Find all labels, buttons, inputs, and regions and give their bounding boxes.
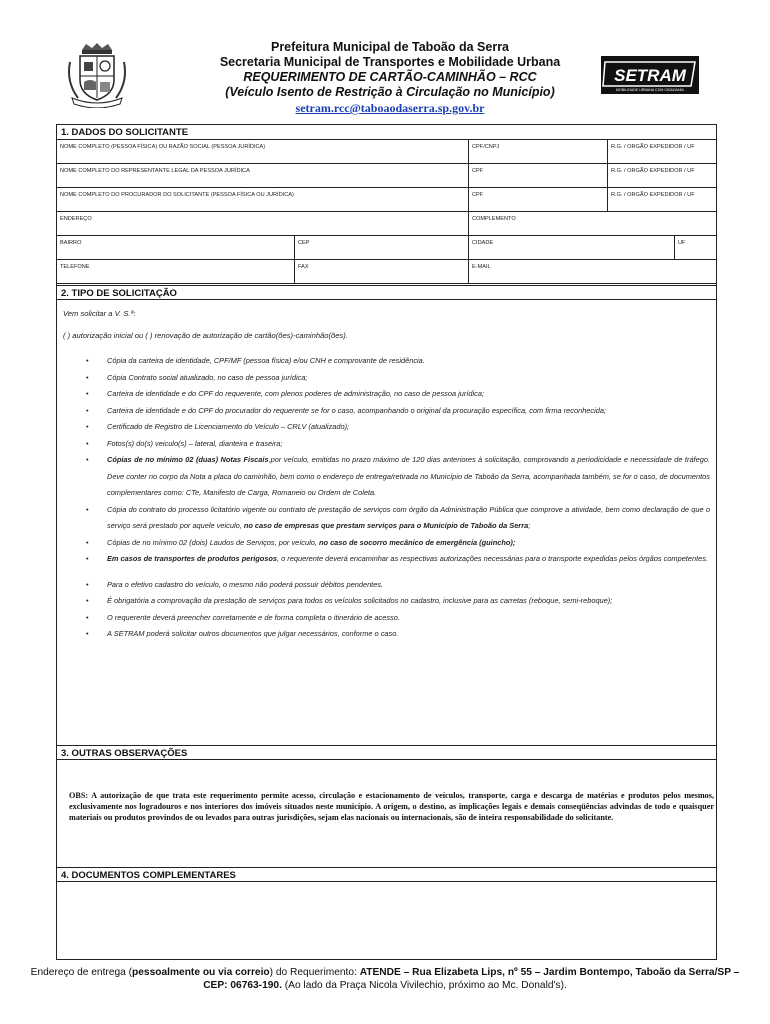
section-4-title: 4. DOCUMENTOS COMPLEMENTARES [57,867,716,882]
section-1-title: 1. DADOS DO SOLICITANTE [57,125,716,140]
address-row [57,212,716,236]
list-item: • Em casos de transportes de produtos perigosos, o requerente deverá encaminhar as respectivas autorizações necessárias para o transporte expedidas pelos órgãos competentes. [86,554,708,563]
observations-text: OBS: A autorização de que trata este requerimento permite acesso, circulação e estacionamento de veículos, transporte, carga e descarga de matérias e produtos pelos mesmos, exclusivamente nos logradouros e nos interiores dos imóveis situados neste município. A origem, o destino, as implicações legais e demais conseqüências advindas de todo e quaisquer materiais ou produtos provindos de ou levados para outras jurisdições, sejam elas nacionais ou internacionais, são de inteira responsabilidade do solicitante. [69,791,714,822]
list-item: • Certificado de Registro de Licenciamento do Veículo – CRLV (atualizado); [86,422,350,431]
section-3-title: 3. OUTRAS OBSERVAÇÕES [57,745,716,760]
svg-text:MOBILIDADE URBANA COM CIDADANI: MOBILIDADE URBANA COM CIDADANIA [616,88,684,92]
address-field[interactable]: ENDEREÇO [57,212,469,235]
delivery-address-footer: Endereço de entrega (pessoalmente ou via correio) do Requerimento: ATENDE – Rua Elizabeta Lips, nº 55 – Jardim Bontempo, Taboão da Serra/SP – CEP: 06763-190. (Ao lado da Praça Nicola Vivilechio, próximo ao Mc. Donald's). [30,967,740,991]
section-2-title: 2. TIPO DE SOLICITAÇÃO [57,285,716,300]
applicant-row [57,140,716,164]
list-item: • Cópia Contrato social atualizado, no caso de pessoa jurídica; [86,372,308,382]
phone-field[interactable]: TELEFONE [57,260,295,283]
form-title: REQUERIMENTO DE CARTÃO-CAMINHÃO – RCC [243,70,537,84]
list-item: • É obrigatória a comprovação da prestação de serviços para todos os veículos solicitados no cadastro, inclusive para as carretas (reboque, semi-reboque); [86,596,613,605]
contact-row [57,260,716,284]
request-intro: Vem solicitar a V. S.ª: [63,309,136,318]
legal-rep-name-field[interactable]: NOME COMPLETO DO REPRESENTANTE LEGAL DA PESSOA JURÍDICA [57,164,469,187]
svg-text:SETRAM: SETRAM [614,66,686,85]
list-item: • Para o efetivo cadastro do veículo, o mesmo não poderá possuir débitos pendentes. [86,579,384,589]
city-field[interactable]: CIDADE [469,236,675,259]
contact-email-link[interactable]: setram.rcc@taboaodaserra.sp.gov.br [295,101,485,115]
list-item: • Cópia do contrato do processo licitatório vigente ou contrato de prestação de serviços com órgão da Administração Pública que comprove a atividade, bem como declaração de que o serviço será prestado por aquele veiculo, no caso de empresas que prestam serviços para o Município de Taboão da Serra; [86,504,710,530]
request-form [56,124,717,960]
list-item: • O requerente deverá preencher corretamente e de forma completa o itinerário de acesso. [86,612,400,622]
attorney-name-field[interactable]: NOME COMPLETO DO PROCURADOR DO SOLICITANTE (PESSOA FÍSICA OU JURÍDICA) [57,188,469,211]
city-hall-name: Prefeitura Municipal de Taboão da Serra [270,40,510,54]
list-item: • Carteira de identidade e do CPF do procurador do requerente se for o caso, acompanhando o original da procuração específica, com firma reconhecida; [86,405,607,415]
setram-logo [601,56,699,94]
list-item: • A SETRAM poderá solicitar outros documentos que julgar necessários, conforme o caso. [86,629,399,638]
legal-rep-rg-field[interactable]: R.G. / ORGÃO EXPEDIDOR / UF [608,164,716,187]
list-item: • Carteira de identidade e do CPF do requerente, com plenos poderes de administração, no caso de pessoa jurídica; [86,389,485,398]
legal-rep-cpf-field[interactable]: CPF [469,164,608,187]
header-titles [150,40,630,116]
secretariat-name: Secretaria Municipal de Transportes e Mobilidade Urbana [219,55,561,69]
applicant-rg-field[interactable]: R.G. / ORGÃO EXPEDIDOR / UF [608,140,716,163]
applicant-cpf-cnpj-field[interactable]: CPF/CNPJ [469,140,608,163]
email-field[interactable]: E-MAIL [469,260,716,283]
location-row [57,236,716,260]
cep-field[interactable]: CEP [295,236,469,259]
list-item: • Fotos(s) do(s) veiculo(s) – lateral, dianteira e traseira; [86,438,283,448]
attorney-rg-field[interactable]: R.G. / ORGÃO EXPEDIDOR / UF [608,188,716,211]
attorney-row [57,188,716,212]
complement-field[interactable]: COMPLEMENTO [469,212,716,235]
fax-field[interactable]: FAX [295,260,469,283]
attorney-cpf-field[interactable]: CPF [469,188,608,211]
list-item: • Cópias de no mínimo 02 (dois) Laudos de Serviços, por veículo, no caso de socorro mecânico de emergência (guincho); [86,537,516,547]
legal-rep-row [57,164,716,188]
applicant-name-field[interactable]: NOME COMPLETO (PESSOA FÍSICA) OU RAZÃO SOCIAL (PESSOA JURÍDICA) [57,140,469,163]
state-field[interactable]: UF [675,236,716,259]
list-item: • Cópia da carteira de identidade, CPF/MF (pessoa física) e/ou CNH e comprovante de residência. [86,356,425,365]
required-documents-list [57,353,716,643]
request-type-choice[interactable]: ( ) autorização inicial ou ( ) renovação de autorização de cartão(ões)-caminhão(ões). [63,331,348,340]
complementary-documents-area[interactable] [59,885,715,959]
form-subtitle: (Veículo Isento de Restrição à Circulação no Município) [225,85,555,99]
list-item: • Cópias de no mínimo 02 (duas) Notas Fiscais,por veículo, emitidas no prazo máximo de 120 dias anteriores à solicitação, comprovando a periodicidade e necessidade de tráfego. Deve conter no corpo da Nota a placa do caminhão, bem como o endereço de entrega/retirada no Município de Taboão da Serra, acompanhada também, se for o caso, de documentos complementares como: CTe, Manifesto de Carga, Romaneio ou Ordem de Coleta. [86,455,710,497]
neighborhood-field[interactable]: BAIRRO [57,236,295,259]
page-header [0,0,770,122]
city-coat-of-arms-icon [64,42,130,108]
